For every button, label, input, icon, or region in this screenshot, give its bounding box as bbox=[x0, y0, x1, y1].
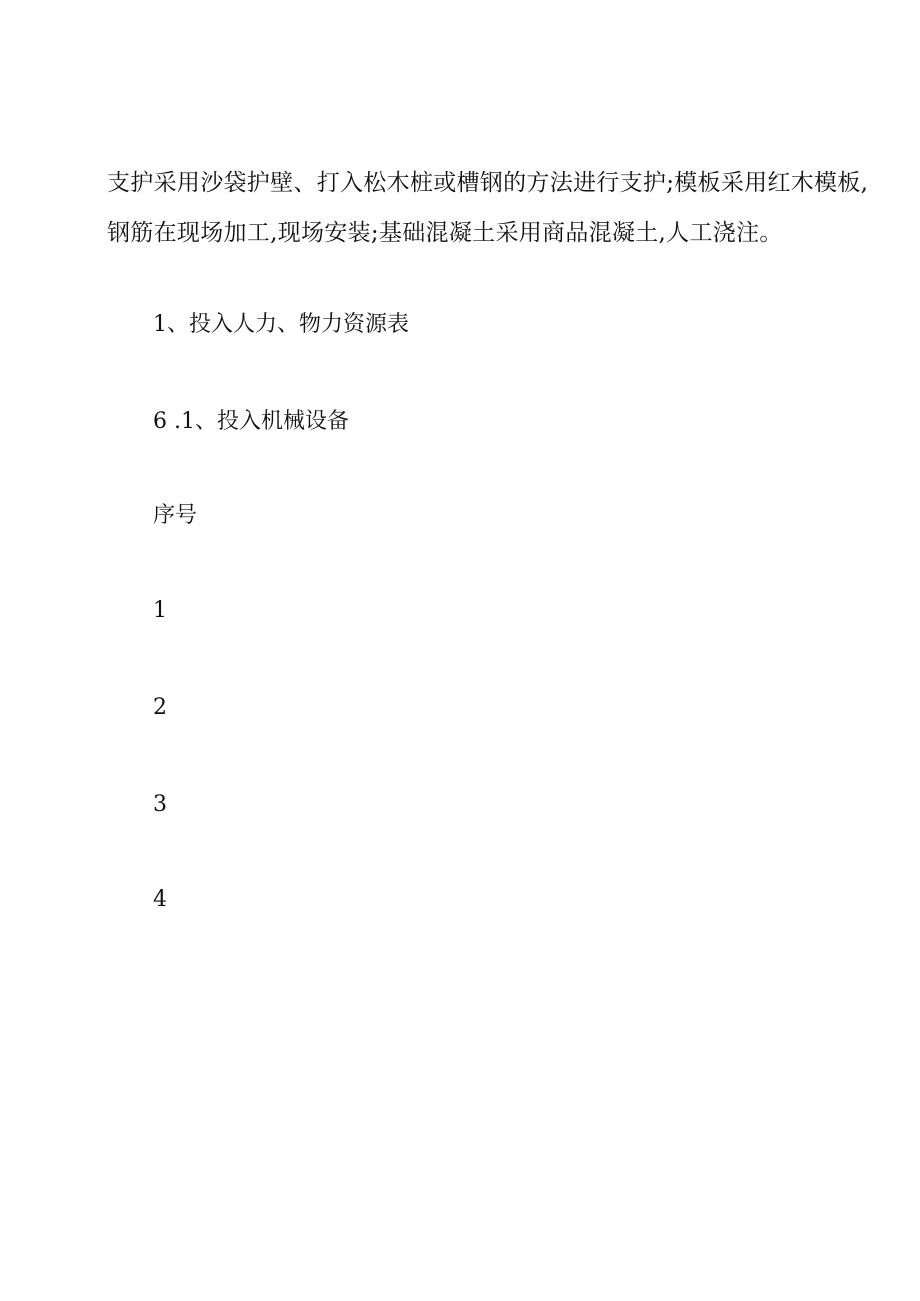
table-row-number: 2 bbox=[153, 695, 167, 720]
table-column-header-serial: 序号 bbox=[153, 503, 198, 528]
paragraph-line-1: 支护采用沙袋护壁、打入松木桩或槽钢的方法进行支护;模板采用红木模板, bbox=[107, 170, 869, 196]
body-paragraph bbox=[107, 158, 869, 258]
section-subheading: 6 .1、投入机械设备 bbox=[153, 409, 349, 434]
table-row-number: 3 bbox=[153, 792, 167, 817]
table-row-number: 4 bbox=[153, 887, 167, 912]
table-row-number: 1 bbox=[153, 598, 167, 623]
paragraph-line-2: 钢筋在现场加工,现场安装;基础混凝土采用商品混凝土,人工浇注。 bbox=[107, 220, 783, 246]
section-heading: 1、投入人力、物力资源表 bbox=[153, 312, 409, 337]
